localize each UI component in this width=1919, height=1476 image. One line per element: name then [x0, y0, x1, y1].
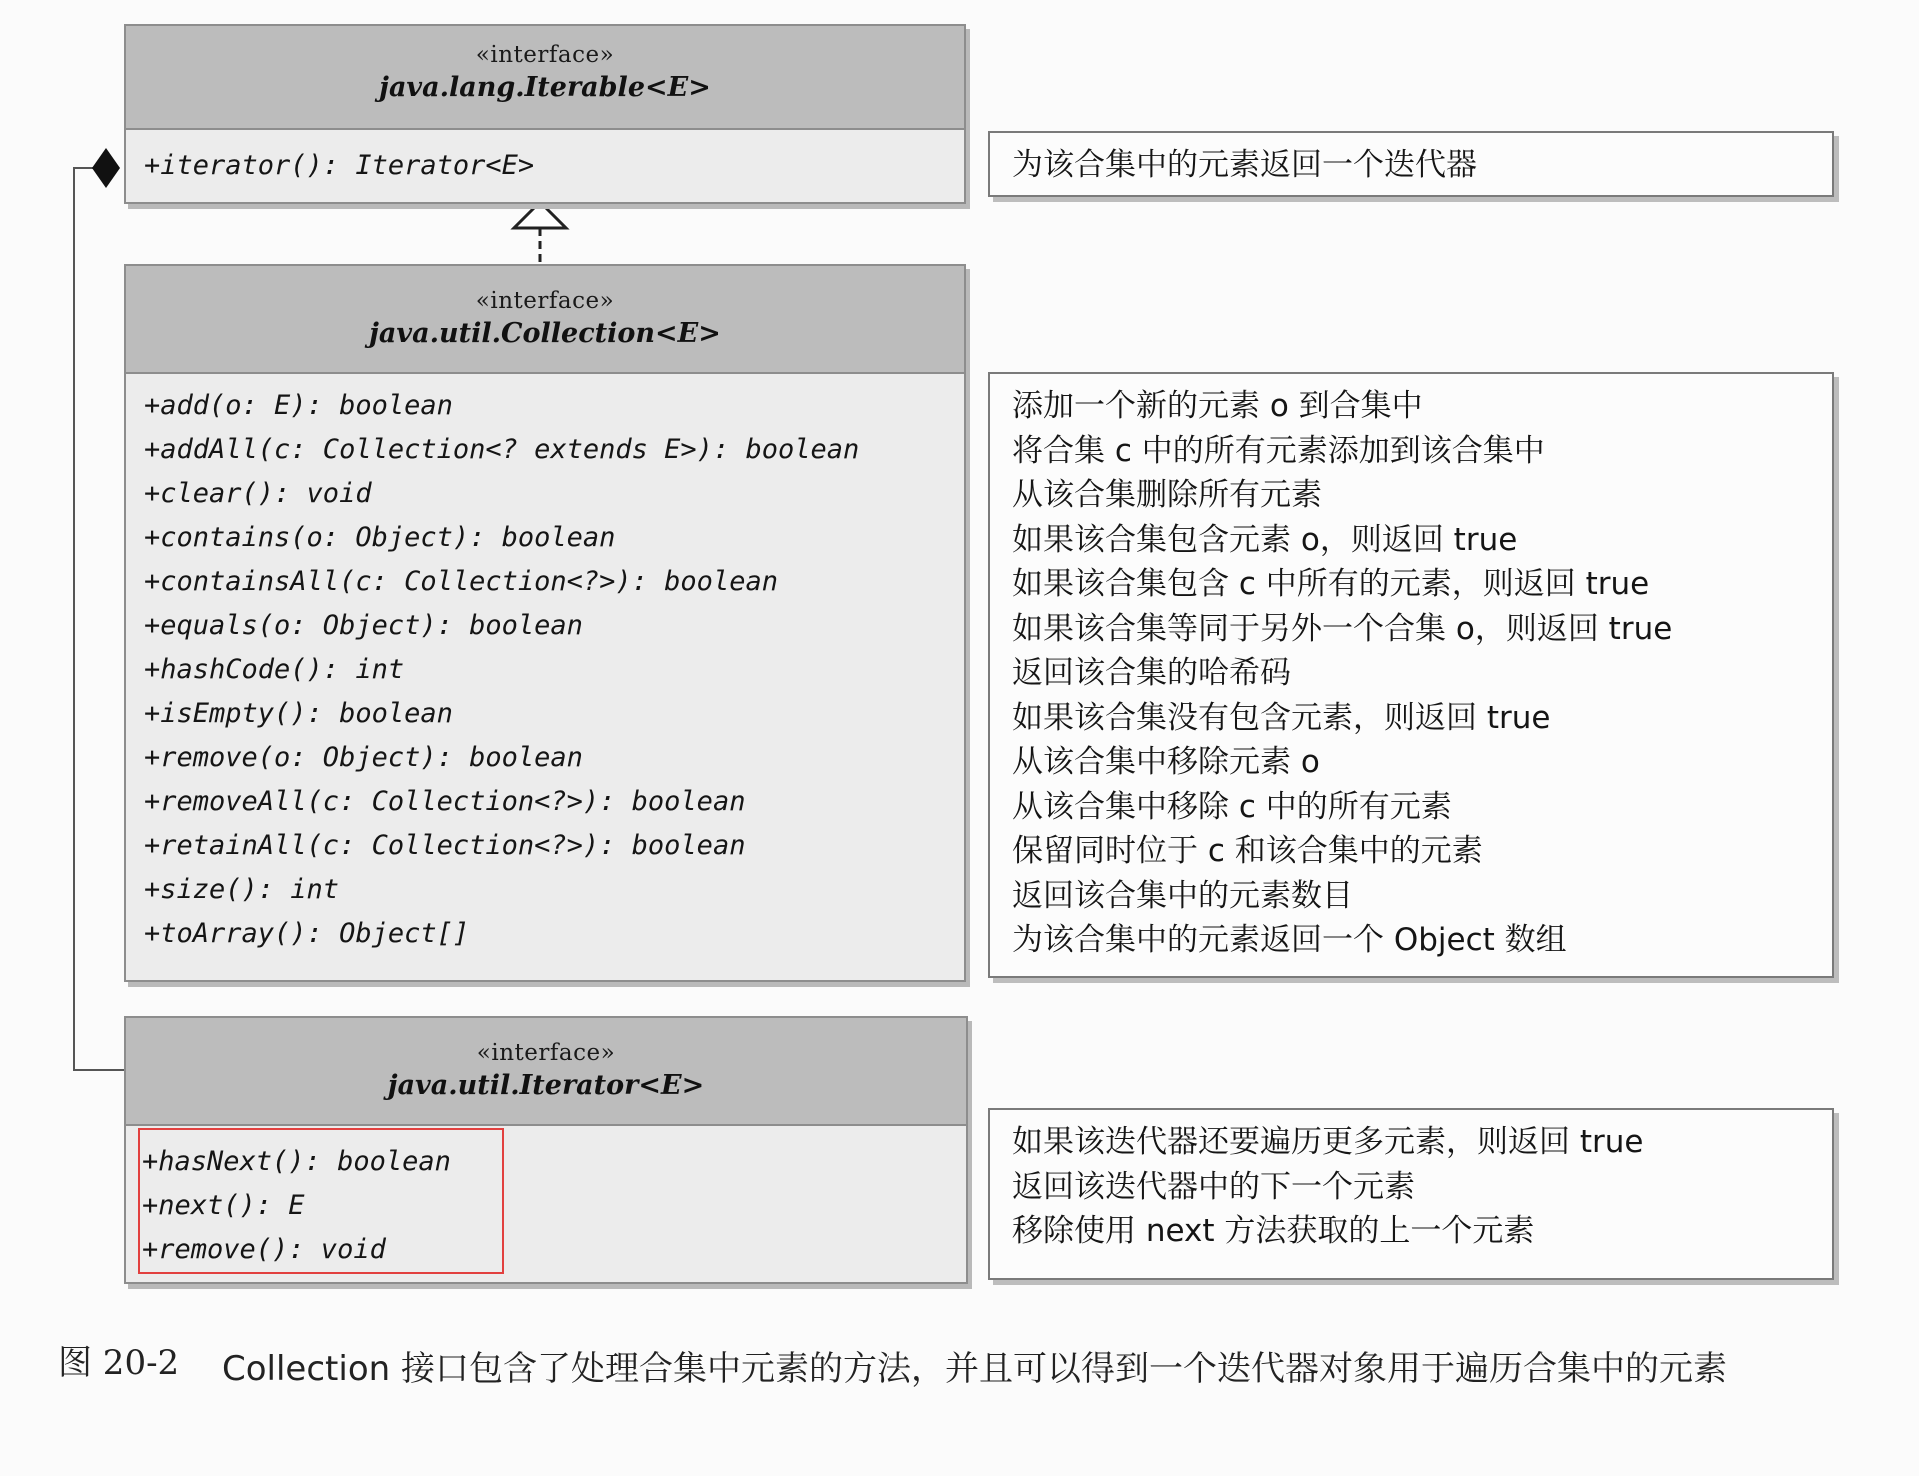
- desc-remove: 从该合集中移除元素 o: [1012, 744, 1320, 780]
- iterator-header: [126, 1018, 966, 1126]
- method-removeAll: +removeAll(c: Collection<?>): boolean: [144, 786, 746, 817]
- iterable-stereotype: «interface»: [475, 42, 615, 68]
- method-hasNext: +hasNext(): boolean: [142, 1146, 451, 1177]
- desc-next: 返回该迭代器中的下一个元素: [1012, 1168, 1415, 1205]
- desc-retainAll: 保留同时位于 c 和该合集中的元素: [1012, 833, 1483, 869]
- method-addAll: +addAll(c: Collection<? extends E>): boolean: [144, 434, 860, 465]
- iterable-methods: [126, 130, 964, 188]
- desc-containsAll: 如果该合集包含 c 中所有的元素，则返回 true: [1012, 566, 1650, 602]
- collection-name: java.util.Collection<E>: [369, 318, 721, 349]
- collection-description-box: [988, 372, 1834, 978]
- iterable-interface-box: [124, 24, 966, 204]
- iterable-header: [126, 26, 964, 130]
- method-toArray: +toArray(): Object[]: [144, 918, 470, 949]
- desc-iterator-remove: 移除使用 next 方法获取的上一个元素: [1012, 1213, 1535, 1249]
- method-add: +add(o: E): boolean: [144, 390, 453, 421]
- desc-toArray: 为该合集中的元素返回一个 Object 数组: [1012, 922, 1567, 958]
- iterable-name: java.lang.Iterable<E>: [379, 72, 711, 103]
- iterator-name: java.util.Iterator<E>: [387, 1070, 705, 1101]
- collection-header: [126, 266, 964, 374]
- desc-hasNext: 如果该迭代器还要遍历更多元素，则返回 true: [1012, 1124, 1644, 1160]
- method-containsAll: +containsAll(c: Collection<?>): boolean: [144, 566, 778, 597]
- desc-iterator: 为该合集中的元素返回一个迭代器: [1012, 147, 1477, 183]
- collection-methods: [126, 374, 964, 956]
- iterator-stereotype: «interface»: [476, 1040, 616, 1066]
- desc-contains: 如果该合集包含元素 o，则返回 true: [1012, 521, 1518, 558]
- method-equals: +equals(o: Object): boolean: [144, 610, 583, 641]
- iterable-description-box: [988, 131, 1834, 197]
- desc-addAll: 将合集 c 中的所有元素添加到该合集中: [1012, 432, 1545, 469]
- composition-diamond: [92, 148, 120, 188]
- method-size: +size(): int: [144, 874, 340, 905]
- method-iterator-remove: +remove(): void: [142, 1234, 386, 1265]
- method-next: +next(): E: [142, 1190, 305, 1221]
- generalization-arrowhead: [514, 202, 566, 228]
- method-contains: +contains(o: Object): boolean: [144, 522, 616, 553]
- figure-caption: Collection 接口包含了处理合集中元素的方法，并且可以得到一个迭代器对象用于遍历合集中的元素: [222, 1349, 1727, 1389]
- figure-label: 图 20-2: [58, 1343, 180, 1383]
- collection-interface-box: [124, 264, 966, 982]
- desc-clear: 从该合集删除所有元素: [1012, 477, 1322, 513]
- desc-removeAll: 从该合集中移除 c 中的所有元素: [1012, 788, 1452, 825]
- desc-size: 返回该合集中的元素数目: [1012, 877, 1353, 914]
- iterator-description-box: [988, 1108, 1834, 1280]
- desc-hashCode: 返回该合集的哈希码: [1012, 655, 1291, 691]
- method-isEmpty: +isEmpty(): boolean: [144, 698, 453, 729]
- collection-stereotype: «interface»: [475, 288, 615, 314]
- highlight-box: [138, 1128, 504, 1274]
- desc-isEmpty: 如果该合集没有包含元素，则返回 true: [1012, 699, 1551, 736]
- method-clear: +clear(): void: [144, 478, 372, 509]
- desc-add: 添加一个新的元素 o 到合集中: [1012, 388, 1423, 424]
- desc-equals: 如果该合集等同于另外一个合集 o，则返回 true: [1012, 610, 1673, 647]
- method-hashCode: +hashCode(): int: [144, 654, 405, 685]
- method-iterator: +iterator(): Iterator<E>: [144, 150, 535, 181]
- composition-line: [74, 168, 124, 1070]
- method-remove: +remove(o: Object): boolean: [144, 742, 583, 773]
- method-retainAll: +retainAll(c: Collection<?>): boolean: [144, 830, 746, 861]
